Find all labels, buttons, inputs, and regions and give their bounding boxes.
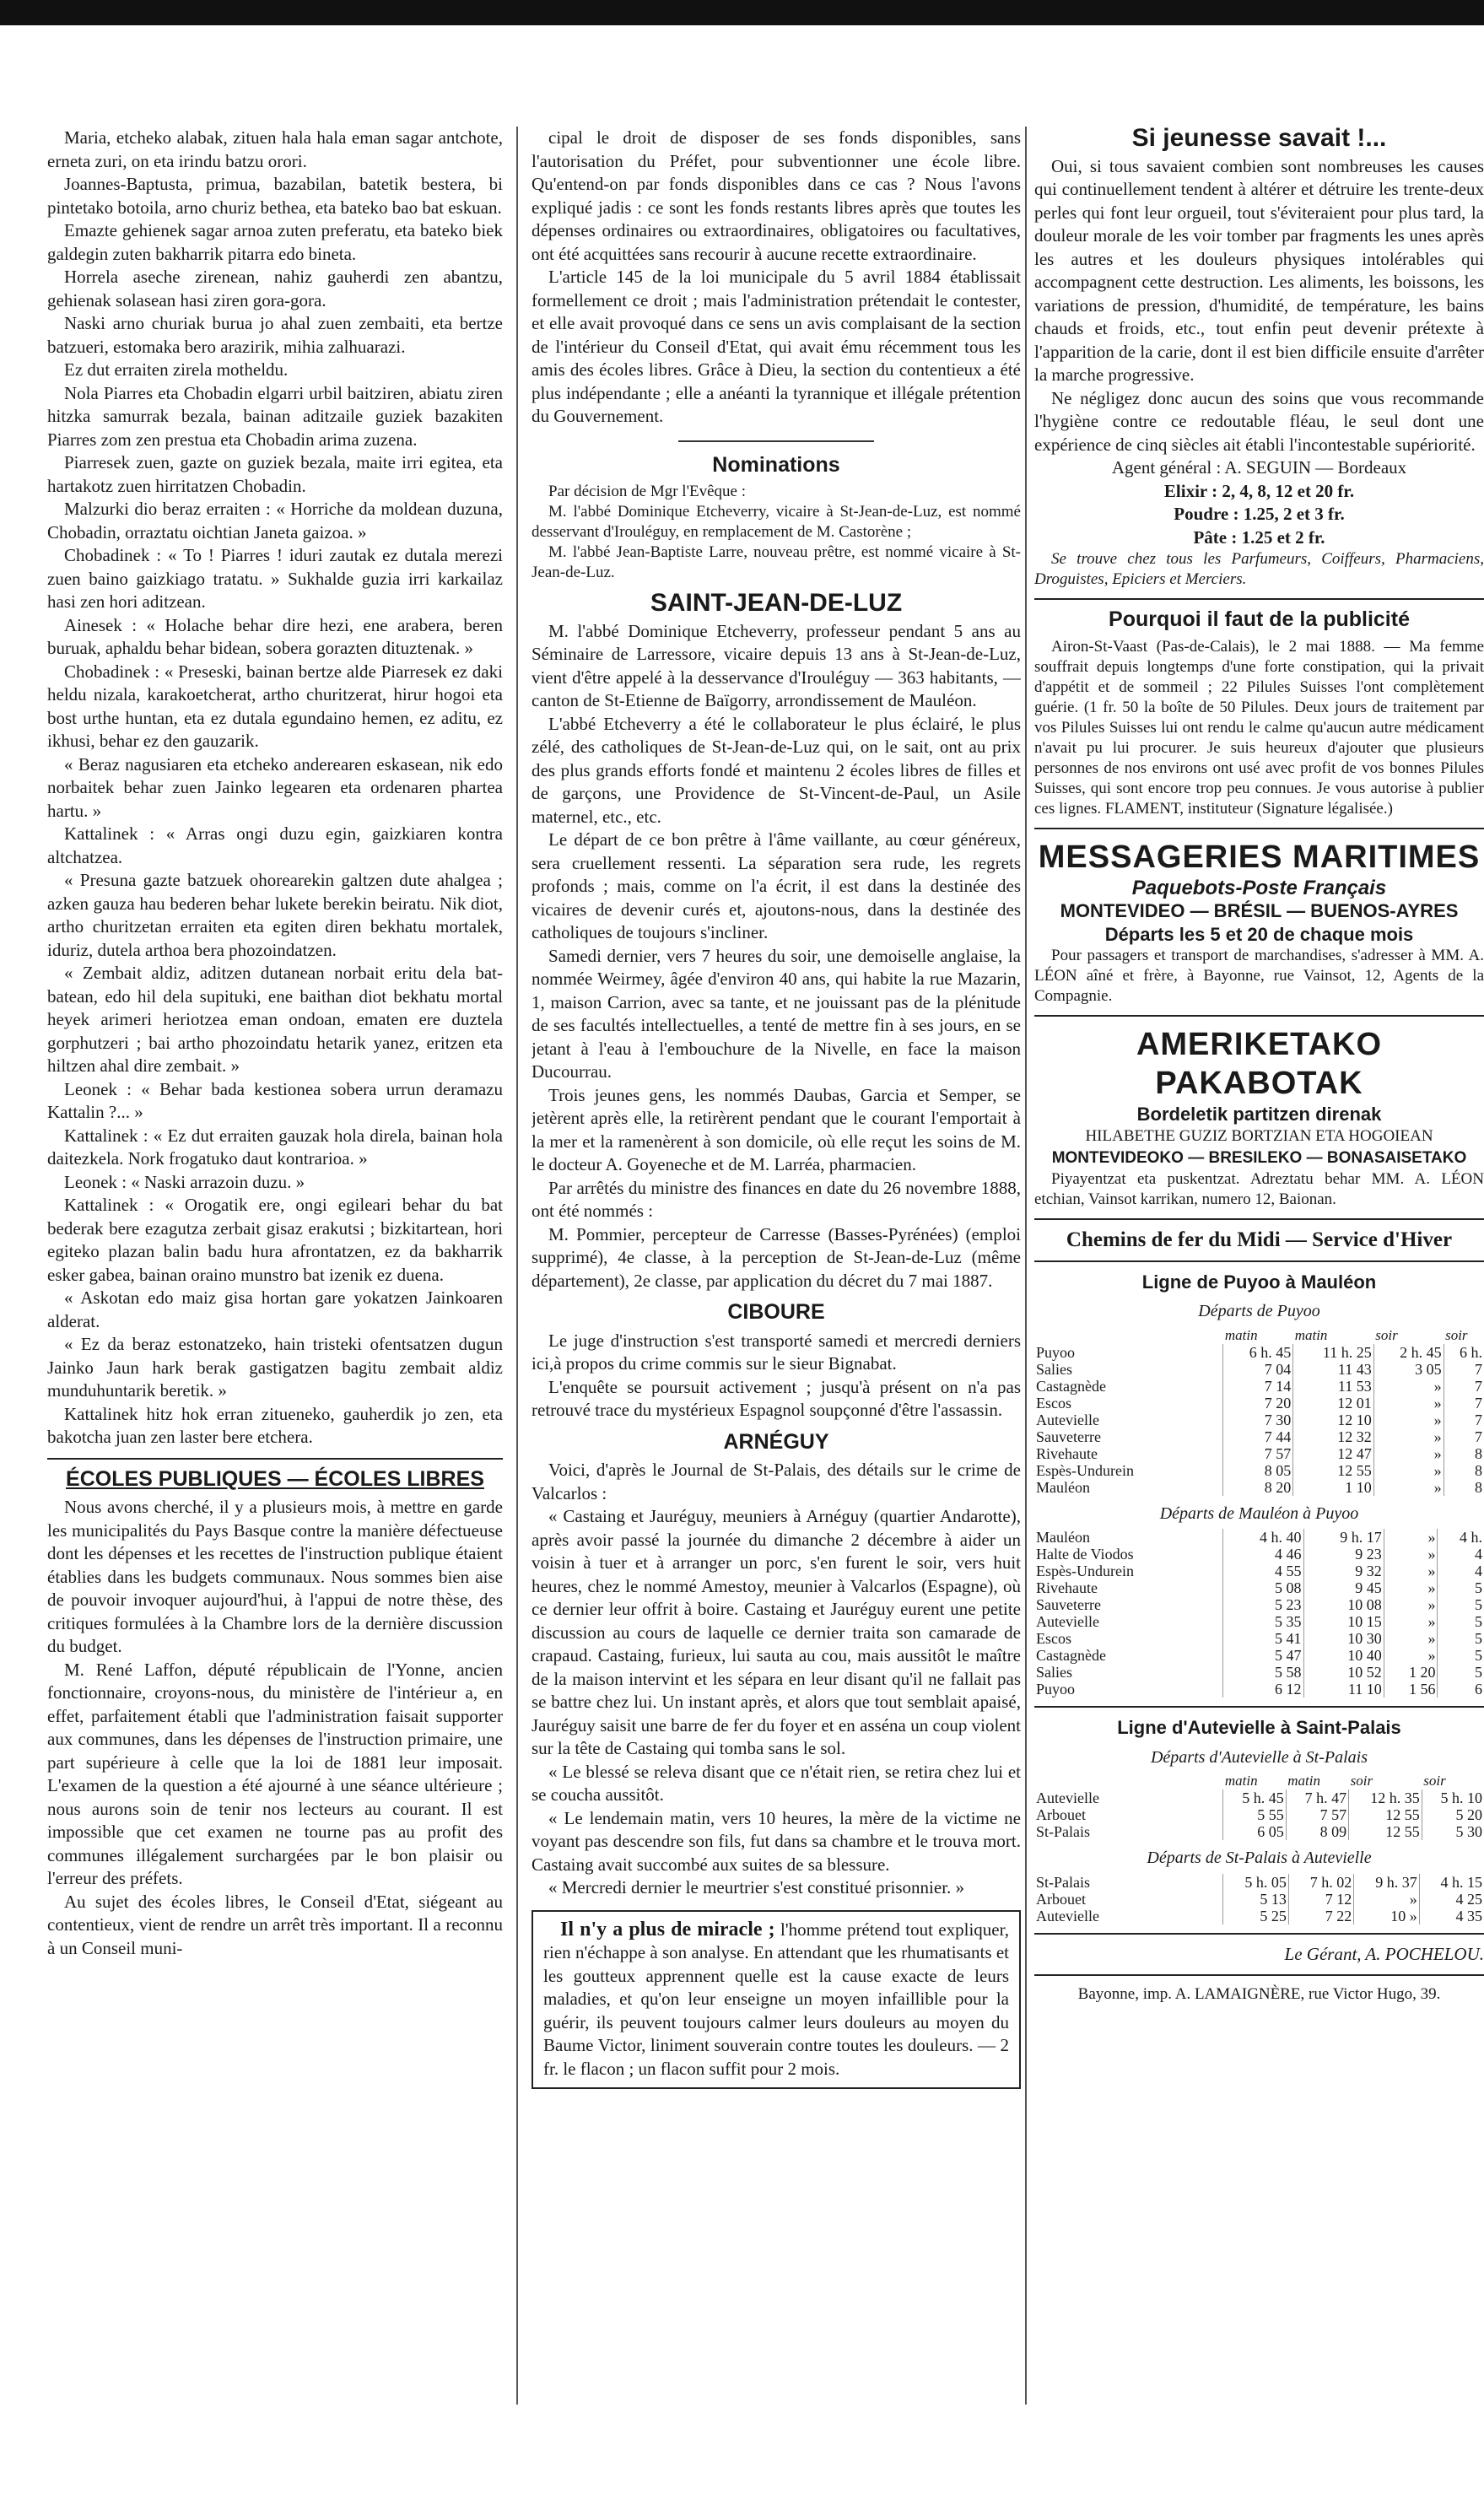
departure-time: 4 [1438,1546,1484,1563]
departure-time: 5 h. 10 [1422,1789,1484,1806]
departure-time: 9 23 [1303,1546,1384,1563]
departure-time: » [1384,1563,1438,1579]
departure-time: 8 09 [1286,1823,1348,1840]
amerik-sub: Bordeletik partitzen direnak [1136,1104,1382,1125]
table-row [1034,1361,1484,1378]
table-row [1034,1563,1484,1579]
timetable-mauleon-puyoo [1034,1529,1484,1698]
departure-time: 5 [1438,1664,1484,1681]
table-row [1034,1613,1484,1630]
miracle-lead: Il n'y a plus de miracle ; [560,1918,775,1941]
departure-time: 8 [1444,1445,1484,1462]
paragraph: « Presuna gazte batzuek ohorearekin galtzen dute ahalgea ; azken gauza hau bederen behar lukete berekin beiratu. Nik diot, artho churitzetan erraiten eta egiten diren bekhatu mortalek, iduriz, dutela arthoa bera phozoindatzen. [47,870,503,960]
departure-time: 5 h. 05 [1223,1874,1288,1891]
departure-time: » [1373,1479,1444,1496]
station-name: Castagnède [1036,1647,1106,1664]
paragraph: Malzurki dio beraz erraiten : « Horriche da moldean duzuna, Chobadin, orraztatu oichtian Janeta gaizoa. » [47,499,503,542]
station-name: St-Palais [1036,1823,1091,1840]
station-name: Salies [1036,1664,1072,1681]
table-row [1034,1681,1484,1698]
departure-time: » [1384,1647,1438,1664]
nominations-heading: Nominations [712,452,840,477]
paragraph: « Ez da beraz estonatzeko, hain tristeki ofentsatzen dugun Jainko Jaun hark berak gastigatzen bagitu zembait aldiz munduhuntarik beretik. » [47,1334,503,1401]
table-row [1034,1579,1484,1596]
miracle-text: l'homme prétend tout expliquer, rien n'échappe à son analyse. En attendant que les rhumatisants et les goutteux apprennent quelle est la cause exacte de leurs maladies, et qu'on leur enseigne un moyen infaillible pour la guérir, ils peuvent toujours calmer leurs douleurs au moyen du Baume Victor, liniment souverain contre toutes les douleurs. — 2 fr. le flacon ; un flacon suffit pour 2 mois. [543,1919,1009,2079]
departure-time: 1 10 [1293,1479,1374,1496]
paragraph: Elixir : 2, 4, 8, 12 et 20 fr. [1163,480,1355,501]
departure-time: 7 44 [1223,1428,1293,1445]
station-name: Espès-Undurein [1036,1461,1134,1479]
stjean-heading: SAINT-JEAN-DE-LUZ [650,589,903,617]
station-name: Sauveterre [1036,1596,1101,1613]
departure-time: 7 57 [1286,1806,1348,1823]
departure-time: 5 35 [1223,1613,1303,1630]
arneguy-article [532,1459,1021,1900]
table-row [1034,1908,1484,1924]
paragraph: Poudre : 1.25, 2 et 3 fr. [1174,504,1345,524]
table-row [1034,1806,1484,1823]
table-row [1034,1378,1484,1395]
departure-time: 10 15 [1303,1613,1384,1630]
table-row [1034,1462,1484,1479]
departure-time: 7 [1444,1412,1484,1428]
paragraph: Chobadinek : « Preseski, bainan bertze alde Piarresek ez daki heldu nizala, karakoetcherat, artho churitzerat, hirur hogoi eta bost urthe huntan, eta ez dutala egundaino hemen, ez aditu, ez ikhusi, behar ez den gauzarik. [47,661,503,751]
departure-time: » [1373,1378,1444,1395]
paragraph: L'article 145 de la loi municipale du 5 avril 1884 établissait formellement ce droit ; mais l'administration prétendait le contester, et elle avait provoqué dans ce sens un avis complaisant de la section de l'intérieur du Conseil d'Etat, qui avait ému récemment tous les amis des écoles libres. Grâce à Dieu, la section du contentieux a été plus indépendante ; elle a anéanti la tyrannique et illégale prétention du Gouvernement. [532,267,1021,426]
ciboure-article [532,1330,1021,1422]
station-name: Escos [1036,1394,1071,1412]
divider [1034,1706,1484,1708]
paragraph: Trois jeunes gens, les nommés Daubas, Garcia et Semper, se jetèrent après elle, la retirèrent pendant que le courant l'emportait à la mer et la ramenèrent à son domicile, où elle reçut les soins de M. le docteur A. Goyeneche et de M. Larréa, pharmacien. [532,1084,1021,1174]
line2-dir1: Départs d'Autevielle à St-Palais [1150,1747,1368,1767]
departure-time: 6 [1438,1681,1484,1698]
stjean-article [532,620,1021,1293]
departure-time: » [1373,1462,1444,1479]
departure-time: 6 05 [1223,1823,1286,1840]
paragraph: Kattalinek hitz hok erran zitueneko, gauherdik jo zen, eta bakotcha juan zen laster bere etchera. [47,1403,503,1447]
paragraph: M. l'abbé Dominique Etcheverry, professeur pendant 5 ans au Séminaire de Larressore, vicaire depuis 13 ans à St-Jean-de-Luz, vient d'être appelé à la desservance d'Irouléguy — 363 habitants, — canton de St-Etienne de Baïgorry, arrondissement de Mauléon. [532,620,1021,710]
departure-time: 9 45 [1303,1579,1384,1596]
departure-time: 10 08 [1303,1596,1384,1613]
paragraph: M. l'abbé Jean-Baptiste Larre, nouveau prêtre, est nommé vicaire à St-Jean-de-Luz. [532,543,1021,581]
chemins-title: Chemins de fer du Midi — Service d'Hiver [1066,1228,1453,1251]
departure-time: » [1373,1412,1444,1428]
gerant-signature: Le Gérant, A. POCHELOU. [1284,1943,1484,1964]
paragraph: Horrela aseche zirenean, nahiz gauherdi zen abantzu, gehienak solasean hasi ziren gora-gora. [47,267,503,310]
departure-time: 6 12 [1223,1681,1303,1698]
messageries-text: Pour passagers et transport de marchandises, s'adresser à MM. A. LÉON aîné et frère, à Bayonne, rue Vainsot, 12, Agents de la Compagnie. [1034,947,1484,1005]
basque-story [47,127,503,1449]
paragraph: Oui, si tous savaient combien sont nombreuses les causes qui continuellement tendent à altérer et détruire les trente-deux perles qui font leur orgueil, tout s'éviteraient pour plus tard, la douleur morale de les voir tomber par fragments les unes après les autres et les douleurs physiques intolérables qui accompagnent cette destruction. Les aliments, les boissons, les variations de pression, d'humidité, de température, les bains chauds et froids, etc., tout enfin peut devenir prétexte à l'apparition de la carie, dont il est bien difficile ensuite d'arrêter la marche progressive. [1034,155,1484,385]
table-row [1034,1789,1484,1806]
paragraph: Maria, etcheko alabak, zituen hala hala eman sagar antchote, erneta zuri, on eta irindu batzu orori. [47,127,503,171]
table-row [1034,1874,1484,1891]
station-name: Puyoo [1036,1681,1076,1698]
paragraph: Le juge d'instruction s'est transporté samedi et mercredi derniers ici,à propos du crime commis sur le sieur Bignabat. [532,1330,1021,1374]
table-header-cell: soir [1423,1773,1446,1789]
column-3 [1034,127,1484,2472]
departure-time: 7 [1444,1428,1484,1445]
paragraph: « Le lendemain matin, vers 10 heures, la mère de la victime ne voyant pas descendre son fils, fut dans sa chambre et le trouva mort. Castaing avait succombé aux suites de sa blessure. [532,1807,1021,1875]
departure-time: 4 35 [1419,1908,1484,1924]
paragraph: Kattalinek : « Ez dut erraiten gauzak hola direla, bainan hola daitezkela. Nork frogatuko daut kontrarioa. » [47,1125,503,1169]
jeunesse-heading: Si jeunesse savait !... [1131,127,1387,152]
messageries-dates: Départs les 5 et 20 de chaque mois [1104,923,1414,945]
amerik-text: Piyayentzat eta puskentzat. Adreztatu behar MM. A. LÉON etchian, Vainsot karrikan, numero 12, Baionan. [1034,1170,1484,1208]
departure-time: 4 25 [1419,1891,1484,1908]
paragraph: « Askotan edo maiz gisa hortan gare yokatzen Jainkoaren alderat. [47,1287,503,1331]
table-header-cell: matin [1294,1326,1328,1343]
departure-time: 12 32 [1293,1428,1374,1445]
station-name: Autevielle [1036,1411,1099,1428]
paragraph: M. l'abbé Dominique Etcheverry, vicaire à St-Jean-de-Luz, est nommé desservant d'Irouléguy, en remplacement de M. Castorène ; [532,503,1021,541]
station-name: Arbouet [1036,1806,1086,1823]
column-rule [1025,127,1027,2405]
paragraph: Joannes-Baptusta, primua, bazabilan, batetik bestera, bi pintetako botoila, arno churiz bethea, eta bateko bao bat eskuan. [47,174,503,218]
departure-time: » [1373,1428,1444,1445]
timetable-stpalais-autevielle [1034,1874,1484,1924]
messageries-sub: Paquebots-Poste Français [1131,876,1387,899]
station-name: St-Palais [1036,1873,1091,1891]
station-name: Salies [1036,1360,1072,1378]
table-header-cell: soir [1350,1773,1373,1789]
departure-time: 11 10 [1303,1681,1384,1698]
divider [1034,598,1484,600]
page-top-border [0,0,1484,25]
paragraph: Au sujet des écoles libres, le Conseil d'Etat, siégeant au contentieux, vient de rendre un arrêt très important. Il a reconnu à un Conseil muni- [47,1891,503,1958]
divider [47,1458,503,1460]
table-row [1034,1647,1484,1664]
paragraph: cipal le droit de disposer de ses fonds disponibles, sans l'autorisation du Préfet, pour subventionner une école libre. Qu'entend-on par fonds disponibles dans ce cas ? Nous l'avons expliqué jadis : ce sont les fonds restants libres après que toutes les dépenses ordinaires ou extraordinaires, obligatoires ou facultatives, ont été acquittées sans recourir à aucune recette extraordinaire. [532,127,1021,264]
divider [1034,1933,1484,1935]
departure-time: 4 [1438,1563,1484,1579]
divider [1034,1015,1484,1017]
departure-time: 7 h. 02 [1288,1874,1353,1891]
station-name: Halte de Viodos [1036,1546,1134,1563]
departure-time: 7 [1444,1395,1484,1412]
departure-time: 5 25 [1223,1908,1288,1924]
messageries-route: MONTEVIDEO — BRÉSIL — BUENOS-AYRES [1060,900,1459,921]
paragraph: Nola Piarres eta Chobadin elgarri urbil baitziren, abiatu ziren hitzka samurrak bezala, bainan aditzaile guziek bazakiten Piarres zom zen prestua eta Chobadin arima zuzena. [47,382,503,450]
departure-time: 11 43 [1293,1361,1374,1378]
intro-article [532,127,1021,429]
table-header-cell: matin [1224,1326,1258,1343]
paragraph: Leonek : « Naski arrazoin duzu. » [64,1171,305,1192]
column-1 [47,127,503,2480]
station-name: Mauléon [1036,1478,1090,1496]
departure-time: 9 h. 17 [1303,1529,1384,1546]
departure-time: 7 12 [1288,1891,1353,1908]
imprimeur-line: Bayonne, imp. A. LAMAIGNÈRE, rue Victor Hugo, 39. [1077,1985,1441,2003]
departure-time: 2 h. 45 [1373,1344,1444,1361]
table-header-cell: matin [1224,1773,1258,1789]
departure-time: 5 23 [1223,1596,1303,1613]
timetable-puyoo-mauleon [1034,1327,1484,1496]
jeunesse-article [1034,155,1484,457]
paragraph: Naski arno churiak burua jo ahal zuen zembaiti, eta bertze batzueri, estomaka bero arazirik, mihia zalhuarazi. [47,313,503,357]
station-name: Autevielle [1036,1613,1099,1630]
table-row [1034,1630,1484,1647]
table-header-cell: soir [1445,1326,1468,1343]
departure-time: 5 20 [1422,1806,1484,1823]
amerik-title: AMERIKETAKO PAKABOTAK [1136,1027,1383,1101]
departure-time: 7 [1444,1361,1484,1378]
departure-time: 5 47 [1223,1647,1303,1664]
paragraph: Kattalinek : « Orogatik ere, ongi egileari behar du bat bederak bere ezagutza zerbait gisaz erakutsi ; bizkitartean, hori egiteko plazan balin badu hura afrontatzen, ez da bakharrik esker gabea, bainan oraino munstro bat izenik ez duena. [47,1195,503,1285]
table-row [1034,1428,1484,1445]
station-name: Sauveterre [1036,1428,1101,1445]
station-name: Rivehaute [1036,1579,1098,1596]
departure-time: 12 55 [1349,1823,1422,1840]
departure-time: 5 [1438,1596,1484,1613]
departure-time: 4 h. 15 [1419,1874,1484,1891]
paragraph: « Zembait aldiz, aditzen dutanean norbait eritu dela bat-batean, edo hil dela supituki, ene baithan diot bekhatu mortal heyek arimeri heriotzea eman ondoan, ematen ere duztela gorphutzeri ; bai artho phozoindatu hetarik yanez, eritzen eta hiltzen ahal dire zembait. » [47,963,503,1076]
departure-time: » [1373,1395,1444,1412]
ecoles-heading: ÉCOLES PUBLIQUES — ÉCOLES LIBRES [66,1466,484,1491]
departure-time: 5 30 [1422,1823,1484,1840]
departure-time: 5 13 [1223,1891,1288,1908]
departure-time: » [1384,1630,1438,1647]
departure-time: 7 57 [1223,1445,1293,1462]
divider [1034,828,1484,829]
departure-time: 5 h. 45 [1223,1789,1286,1806]
departure-time: 10 » [1354,1908,1419,1924]
paragraph: M. Pommier, percepteur de Carresse (Basses-Pyrénées) (emploi supprimé), 4e classe, à la perception de St-Jean-de-Luz (même département), 2e classe, par application du décret du 7 mai 1887. [532,1223,1021,1291]
station-name: Arbouet [1036,1890,1086,1908]
departure-time: 5 41 [1223,1630,1303,1647]
departure-time: 5 [1438,1613,1484,1630]
paragraph: « Mercredi dernier le meurtrier s'est constitué prisonnier. » [548,1877,965,1897]
table-row [1034,1891,1484,1908]
agent-line: Agent général : A. SEGUIN — Bordeaux [1111,457,1407,478]
divider [1034,1218,1484,1220]
departure-time: 3 05 [1373,1361,1444,1378]
departure-time: 5 [1438,1630,1484,1647]
departure-time: 7 04 [1223,1361,1293,1378]
paragraph: Chobadinek : « To ! Piarres ! iduri zautak ez dutala merezi zuen baino gaizkiago tratatu. » Sukhalde guzia irri karkailaz hasi zen hori aditzean. [47,545,503,612]
departure-time: » [1384,1546,1438,1563]
paragraph: L'enquête se poursuit activement ; jusqu'à présent on n'a pas retrouvé trace du mystérieux Espagnol soupçonné d'être l'assassin. [532,1376,1021,1420]
departure-time: 10 40 [1303,1647,1384,1664]
paragraph: Leonek : « Behar bada kestionea sobera urrun deramazu Kattalin ?... » [47,1078,503,1122]
miracle-ad [532,1910,1021,2090]
departure-time: 8 05 [1223,1462,1293,1479]
station-name: Autevielle [1036,1907,1099,1924]
departure-time: 5 [1438,1647,1484,1664]
table-row [1034,1344,1484,1361]
line1-dir2: Départs de Mauléon à Puyoo [1159,1503,1359,1523]
station-name: Escos [1036,1630,1071,1647]
departure-time: 8 [1444,1479,1484,1496]
nominations-lead: Par décision de Mgr l'Evêque : [548,483,747,500]
paragraph: Ne négligez donc aucun des soins que vous recommande l'hygiène contre ce redoutable fléau, le seul dont une expérience de cinq siècles ait établi l'incontestable supériorité. [1034,387,1484,455]
station-name: Castagnède [1036,1377,1106,1395]
departure-time: 1 20 [1384,1664,1438,1681]
paragraph: « Beraz nagusiaren eta etcheko anderearen eskasean, nik edo norbaitek behar zuen Jainko legearen eta ordenaren phartea hartu. » [47,753,503,821]
departure-time: 7 [1444,1378,1484,1395]
departure-time: 4 55 [1223,1563,1303,1579]
nominations-list [532,502,1021,583]
ciboure-heading: CIBOURE [727,1300,825,1324]
paragraph: Pâte : 1.25 et 2 fr. [1193,526,1325,548]
departure-time: 4 h. [1438,1529,1484,1546]
departure-time: 7 30 [1223,1412,1293,1428]
paragraph: « Castaing et Jauréguy, meuniers à Arnéguy (quartier Andarotte), après avoir passé la journée du dimanche 2 décembre à aider un voisin à tuer et à arranger un porc, s'en furent le soir, vers huit heures, chez le nommé Amestoy, meunier à Valcarlos (Espagne), où ce dernier leur offrit à boire. Castaing et Jauréguy eurent une petite discussion au cours de laquelle ce dernier traita son camarade de crapaud. Castaing, furieux, lui sauta au cou, mais aussitôt le maître de la maison intervint et les sépara en leur disant qu'il ne fallait pas se battre chez lui. Un instant après, et alors que tout semblait apaisé, Jauréguy saisit une barre de fer du foyer et en asséna un coup violent sur la tête de Castaing qui tomba sans le sol. [532,1506,1021,1758]
departure-time: 4 46 [1223,1546,1303,1563]
station-name: Autevielle [1036,1789,1099,1806]
table-header-cell [1034,1773,1223,1789]
departure-time: 12 10 [1293,1412,1374,1428]
departure-time: 11 53 [1293,1378,1374,1395]
table-row [1034,1395,1484,1412]
ecoles-article [47,1496,503,1960]
table-row [1034,1823,1484,1840]
station-name: Puyoo [1036,1343,1076,1361]
paragraph: Piarresek zuen, gazte on guziek bezala, maite irri egitea, eta hartakotz zuen hirritatzen Chobadin. [47,452,503,496]
table-row [1034,1445,1484,1462]
departure-time: 12 47 [1293,1445,1374,1462]
departure-time: 7 22 [1288,1908,1353,1924]
departure-time: » [1384,1529,1438,1546]
station-name: Espès-Undurein [1036,1563,1134,1579]
line1-heading: Ligne de Puyoo à Mauléon [1141,1271,1377,1293]
divider [1034,1260,1484,1262]
price-list [1034,480,1484,550]
divider [678,440,874,442]
paragraph: Kattalinek : « Arras ongi duzu egin, gaizkiaren kontra altchatzea. [47,823,503,867]
departure-time: 12 h. 35 [1349,1789,1422,1806]
jeunesse-footer: Se trouve chez tous les Parfumeurs, Coiffeurs, Pharmaciens, Droguistes, Epiciers et Merciers. [1034,550,1484,588]
column-2 [532,127,1021,2405]
publicite-text: Airon-St-Vaast (Pas-de-Calais), le 2 mai 1888. — Ma femme souffrait depuis longtemps d'une forte constipation, qui la privait d'appétit et de sommeil ; 22 Pilules Suisses l'ont complètement guérie. (1 fr. 50 la boîte de 50 Pilules. Deux jours de traitement par vos Pilules Suisses lui ont rendu le calme qu'aucun autre médicament n'avait pu lui procurer. Je suis heureux d'ajouter que plusieurs personnes de nos environs ont usé avec profit de vos bonnes Pilules Suisses, qui sont encore trop peu connues. Je vous autorise à publier ces lignes. FLAMENT, instituteur (Signature légalisée.) [1034,637,1484,818]
table-header-cell: matin [1287,1773,1320,1789]
departure-time: 12 55 [1293,1462,1374,1479]
departure-time: 5 55 [1223,1806,1286,1823]
paragraph: M. René Laffon, député républicain de l'Yonne, ancien fonctionnaire, croyons-nous, du ministère de l'intérieur a, en effet, parfaitement établi que l'administration faisait supporter aux communes, dans les dépenses de l'instruction primaire, une part supérieure à celle que la loi de 1881 leur imposait. L'examen de la question a été ajourné à une séance ultérieure ; nous aurons soin de tenir nos lecteurs au courant. Il est impossible que cet examen ne tourne pas au profit des communes illégalement surchargées par le bon plaisir ou l'erreur des préfets. [47,1659,503,1888]
table-header-cell [1034,1327,1223,1344]
departure-time: 5 [1438,1579,1484,1596]
departure-time: 5 58 [1223,1664,1303,1681]
table-row [1034,1479,1484,1496]
departure-time: » [1384,1613,1438,1630]
departure-time: » [1384,1596,1438,1613]
paragraph: Ainesek : « Holache behar dire hezi, ene arabera, beren buruak, aphaldu behar bidean, sobera gorazten dituztenak. » [47,614,503,658]
departure-time: 12 55 [1349,1806,1422,1823]
amerik-route: MONTEVIDEOKO — BRESILEKO — BONASAISETAKO [1051,1148,1467,1167]
departure-time: » [1373,1445,1444,1462]
arneguy-heading: ARNÉGUY [723,1429,829,1454]
departure-time: 5 08 [1223,1579,1303,1596]
departure-time: 10 52 [1303,1664,1384,1681]
departure-time: 9 32 [1303,1563,1384,1579]
amerik-tag: HILABETHE GUZIZ BORTZIAN ETA HOGOIEAN [1085,1126,1433,1145]
departure-time: 7 h. 47 [1286,1789,1348,1806]
departure-time: 6 h. 45 [1223,1344,1293,1361]
paragraph: Emazte gehienek sagar arnoa zuten preferatu, eta bateko biek galdegin zuten bakharrik pitarra edo bineta. [47,220,503,264]
table-header-cell: soir [1375,1326,1398,1343]
departure-time: 6 h. [1444,1344,1484,1361]
departure-time: » [1384,1579,1438,1596]
paragraph: Samedi dernier, vers 7 heures du soir, une demoiselle anglaise, la nommée Weirmey, âgée d'environ 40 ans, qui habite la rue Mazarin, 1, maison Carrion, avec sa tante, et ne jouissant pas de la plénitude de ses facultés intellectuelles, a tenté de mettre fin à ses jours, en se jetant à l'eau à l'embouchure de la Nivelle, en face la maison Ducourrau. [532,945,1021,1082]
departure-time: 4 h. 40 [1223,1529,1303,1546]
publicite-heading: Pourquoi il faut de la publicité [1109,607,1410,631]
station-name: Rivehaute [1036,1444,1098,1462]
paragraph: L'abbé Etcheverry a été le collaborateur le plus éclairé, le plus zélé, des catholiques de St-Jean-de-Luz qui, on le sait, ont au prix des plus grands efforts fondé et maintenu 2 écoles libres de filles et de garçons, une Providence de St-Vincent-de-Paul, un Asile maternel, etc., etc. [532,713,1021,827]
departure-time: 7 14 [1223,1378,1293,1395]
departure-time: 12 01 [1293,1395,1374,1412]
messageries-title: MESSAGERIES MARITIMES [1038,839,1481,875]
table-row [1034,1529,1484,1546]
table-row [1034,1546,1484,1563]
table-row [1034,1596,1484,1613]
departure-time: 8 [1444,1462,1484,1479]
paragraph: Ez dut erraiten zirela motheldu. [64,359,289,380]
departure-time: 8 20 [1223,1479,1293,1496]
departure-time: » [1354,1891,1419,1908]
line2-dir2: Départs de St-Palais à Autevielle [1147,1849,1372,1867]
table-row [1034,1664,1484,1681]
station-name: Mauléon [1036,1529,1090,1546]
departure-time: 10 30 [1303,1630,1384,1647]
line1-dir1: Départs de Puyoo [1198,1302,1320,1320]
paragraph: Par arrêtés du ministre des finances en date du 26 novembre 1888, ont été nommés : [532,1177,1021,1221]
line2-heading: Ligne d'Autevielle à Saint-Palais [1117,1717,1401,1738]
timetable-autevielle-stpalais [1034,1773,1484,1840]
paragraph: Voici, d'après le Journal de St-Palais, des détails sur le crime de Valcarlos : [532,1460,1021,1503]
departure-time: 9 h. 37 [1354,1874,1419,1891]
table-row [1034,1412,1484,1428]
paragraph: Nous avons cherché, il y a plusieurs mois, à mettre en garde les municipalités du Pays Basque contre la manière défectueuse dont les dépenses et les recettes de l'instruction publique étaient établies dans les budgets communaux. Nous sommes bien aise de pouvoir invoquer aujourd'hui, à l'appui de notre thèse, des critiques formulées à la Chambre lors de la dernière discussion du budget. [47,1497,503,1656]
paragraph: « Le blessé se releva disant que ce n'était rien, se retira chez lui et se coucha aussitôt. [532,1761,1021,1805]
column-rule [516,127,518,2405]
paragraph: Le départ de ce bon prêtre à l'âme vaillante, au cœur généreux, sera cruellement ressenti. La séparation sera rude, les regrets profonds ; mais, comme on l'a écrit, il est dans la destinée des vicaires de devenir curés et, ajoutons-nous, dans la destinée des catholiques de toujours s'incliner. [532,829,1021,942]
departure-time: 1 56 [1384,1681,1438,1698]
departure-time: 7 20 [1223,1395,1293,1412]
divider [1034,1974,1484,1976]
departure-time: 11 h. 25 [1293,1344,1374,1361]
